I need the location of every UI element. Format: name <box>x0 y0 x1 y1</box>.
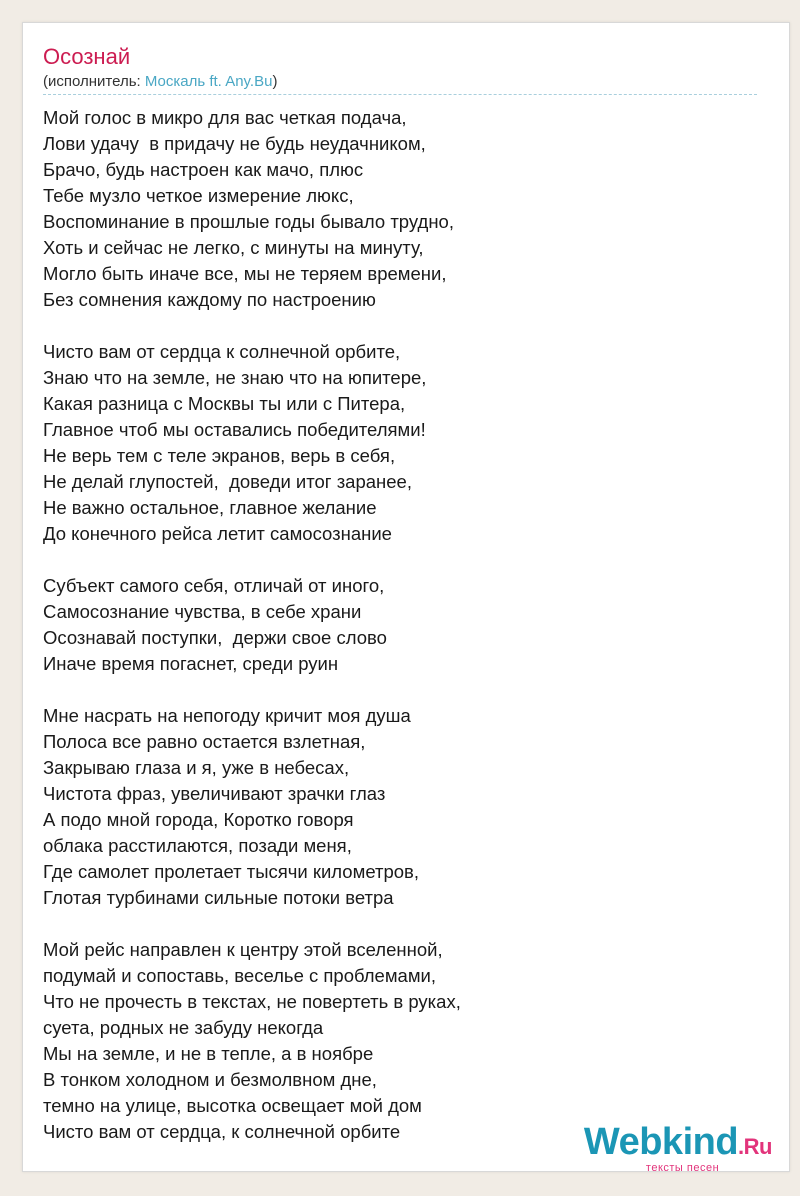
lyrics-line: Чисто вам от сердца к солнечной орбите, <box>43 341 401 362</box>
lyrics-line: Глотая турбинами сильные потоки ветра <box>43 887 394 908</box>
lyrics-line: Какая разница с Москвы ты или с Питера, <box>43 393 406 414</box>
logo-suffix: .Ru <box>738 1134 772 1159</box>
lyrics-stanza <box>43 339 763 547</box>
lyrics-line: Субъект самого себя, отличай от иного, <box>43 575 385 596</box>
lyrics-line: Могло быть иначе все, мы не теряем времени, <box>43 263 447 284</box>
lyrics-line: Главное чтоб мы оставались победителями! <box>43 419 426 440</box>
lyrics-line: темно на улице, высотка освещает мой дом <box>43 1095 422 1116</box>
lyrics-line: Иначе время погаснет, среди руин <box>43 653 339 674</box>
logo-main-text: Webkind <box>583 1121 739 1163</box>
artist-link[interactable]: Москаль ft. Any.Bu <box>144 73 273 90</box>
lyrics-line: Без сомнения каждому по настроению <box>43 289 376 310</box>
lyrics-stanza <box>43 703 763 911</box>
lyrics-line: Чистота фраз, увеличивают зрачки глаз <box>43 783 386 804</box>
lyrics-line: До конечного рейса летит самосознание <box>43 523 392 544</box>
lyrics-stanza <box>43 573 763 677</box>
lyrics-line: Лови удачу в придачу не будь неудачником, <box>43 133 426 154</box>
lyrics-line: Осознавай поступки, держи свое слово <box>43 627 387 648</box>
lyrics-stanza <box>43 105 763 313</box>
lyrics-line: Знаю что на земле, не знаю что на юпитере, <box>43 367 427 388</box>
lyrics-card <box>22 22 790 1172</box>
lyrics-line: Воспоминание в прошлые годы бывало трудно, <box>43 211 454 232</box>
song-title: Осознай <box>43 44 131 69</box>
lyrics-line: Закрываю глаза и я, уже в небесах, <box>43 757 350 778</box>
lyrics-line: подумай и сопоставь, веселье с проблемами, <box>43 965 437 986</box>
lyrics-line: Не верь тем с теле экранов, верь в себя, <box>43 445 396 466</box>
lyrics-line: Хоть и сейчас не легко, с минуты на минуту, <box>43 237 424 258</box>
lyrics-line: Что не прочесть в текстах, не повертеть в руках, <box>43 991 461 1012</box>
artist-suffix: ) <box>272 73 278 90</box>
lyrics-line: Мне насрать на непогоду кричит моя душа <box>43 705 411 726</box>
lyrics-line: суета, родных не забуду некогда <box>43 1017 324 1038</box>
lyrics-line: Самосознание чувства, в себе храни <box>43 601 362 622</box>
lyrics-text <box>43 105 763 1171</box>
lyrics-stanza <box>43 937 763 1145</box>
artist-line <box>43 73 277 91</box>
lyrics-line: Мой голос в микро для вас четкая подача, <box>43 107 407 128</box>
site-logo[interactable] <box>584 1123 772 1174</box>
artist-prefix: (исполнитель: <box>43 73 145 90</box>
divider <box>43 94 757 95</box>
lyrics-line: В тонком холодном и безмолвном дне, <box>43 1069 377 1090</box>
lyrics-line: Где самолет пролетает тысячи километров, <box>43 861 420 882</box>
logo-tagline: тексты песен <box>645 1162 720 1174</box>
lyrics-line: А подо мной города, Коротко говоря <box>43 809 354 830</box>
lyrics-line: Мы на земле, и не в тепле, а в ноябре <box>43 1043 374 1064</box>
lyrics-line: Не важно остальное, главное желание <box>43 497 377 518</box>
lyrics-line: Не делай глупостей, доведи итог заранее, <box>43 471 412 492</box>
lyrics-line: Чисто вам от сердца, к солнечной орбите <box>43 1121 401 1142</box>
lyrics-line: Мой рейс направлен к центру этой вселенной, <box>43 939 443 960</box>
lyrics-line: Брачо, будь настроен как мачо, плюс <box>43 159 364 180</box>
lyrics-line: Тебе музло четкое измерение люкс, <box>43 185 354 206</box>
lyrics-line: облака расстилаются, позади меня, <box>43 835 352 856</box>
lyrics-line: Полоса все равно остается взлетная, <box>43 731 366 752</box>
